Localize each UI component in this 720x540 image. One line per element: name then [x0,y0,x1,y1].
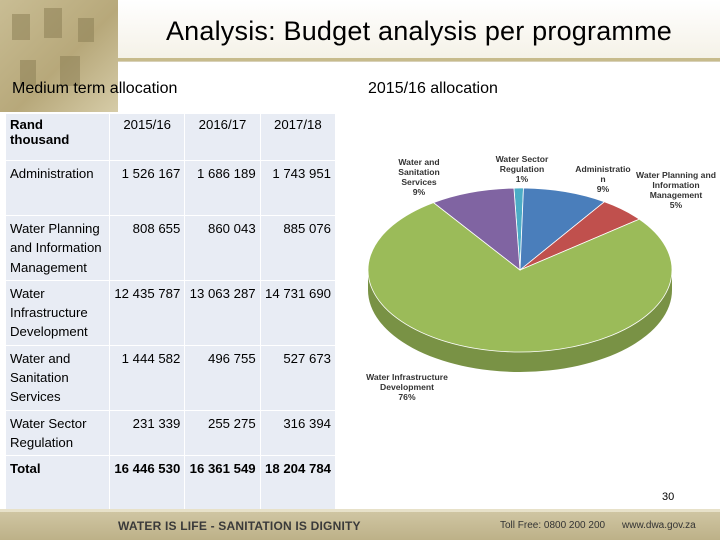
cell-value: 1 526 167 [110,161,184,215]
pie-label-line: Regulation [499,164,545,174]
table-row [6,346,335,410]
header-2015-16: 2015/16 [110,114,184,160]
total-label: Total [6,456,109,511]
footer-website: www.dwa.gov.za [622,520,696,531]
table-row [6,161,335,215]
pie-label-pct: 76% [398,392,416,402]
total-value: 16 446 530 [110,456,184,511]
cell-value: 496 755 [185,346,259,410]
cell-value: 1 743 951 [261,161,335,215]
title-bar [118,0,720,62]
table-total-row [6,456,335,511]
row-label: Water Sector Regulation [6,411,109,456]
cell-value: 231 339 [110,411,184,456]
page-number: 30 [662,491,675,503]
table-row [6,216,335,280]
pie-label-line: Information Management [649,180,703,200]
pie-label-line: Water and Sanitation [398,157,440,177]
footer-slogan: WATER IS LIFE - SANITATION IS DIGNITY [118,519,361,533]
pie-label-line: n [600,174,606,184]
pie-label-line: Administratio [575,164,631,174]
total-value: 16 361 549 [185,456,259,511]
row-label: Water Infrastructure Development [6,281,109,345]
pie-label-pct: 5% [669,200,683,210]
page-title: Analysis: Budget analysis per programme [165,16,673,46]
footer-toll-free: Toll Free: 0800 200 200 [500,520,606,531]
header-2016-17: 2016/17 [185,114,259,160]
title-divider [118,58,720,61]
cell-value: 255 275 [185,411,259,456]
cell-value: 316 394 [261,411,335,456]
pie-label-wpim [636,170,716,210]
header-rand-thousand: Rand thousand [6,114,109,160]
cell-value: 860 043 [185,216,259,280]
pie-label-admin [566,164,640,194]
cell-value: 14 731 690 [261,281,335,345]
pie-label-wid [360,372,454,402]
pie-label-pct: 9% [412,187,426,197]
table-row [6,281,335,345]
cell-value: 1 444 582 [110,346,184,410]
footer-bar [0,512,720,540]
subtitle-pie: 2015/16 allocation [368,80,498,97]
pie-label-pct: 9% [596,184,610,194]
cell-value: 12 435 787 [110,281,184,345]
cell-value: 1 686 189 [185,161,259,215]
cell-value: 13 063 287 [185,281,259,345]
cell-value: 527 673 [261,346,335,410]
budget-table [5,113,336,512]
total-value: 18 204 784 [261,456,335,511]
table-row [6,411,335,456]
cell-value: 808 655 [110,216,184,280]
pie-label-line: Water Planning and [636,170,716,180]
header-2017-18: 2017/18 [261,114,335,160]
row-label: Water and Sanitation Services [6,346,109,410]
pie-label-line: Development [380,382,434,392]
pie-label-wsr [486,154,558,184]
pie-label-pct: 1% [515,174,529,184]
table-header-row [6,114,335,160]
subtitle-medium-term: Medium term allocation [12,80,178,97]
pie-label-line: Services [401,177,437,187]
pie-label-line: Water Sector [495,154,549,164]
row-label: Administration [6,161,109,215]
pie-label-line: Water Infrastructure [366,372,448,382]
cell-value: 885 076 [261,216,335,280]
row-label: Water Planning and Information Management [6,216,109,280]
pie-label-wss [388,157,450,197]
